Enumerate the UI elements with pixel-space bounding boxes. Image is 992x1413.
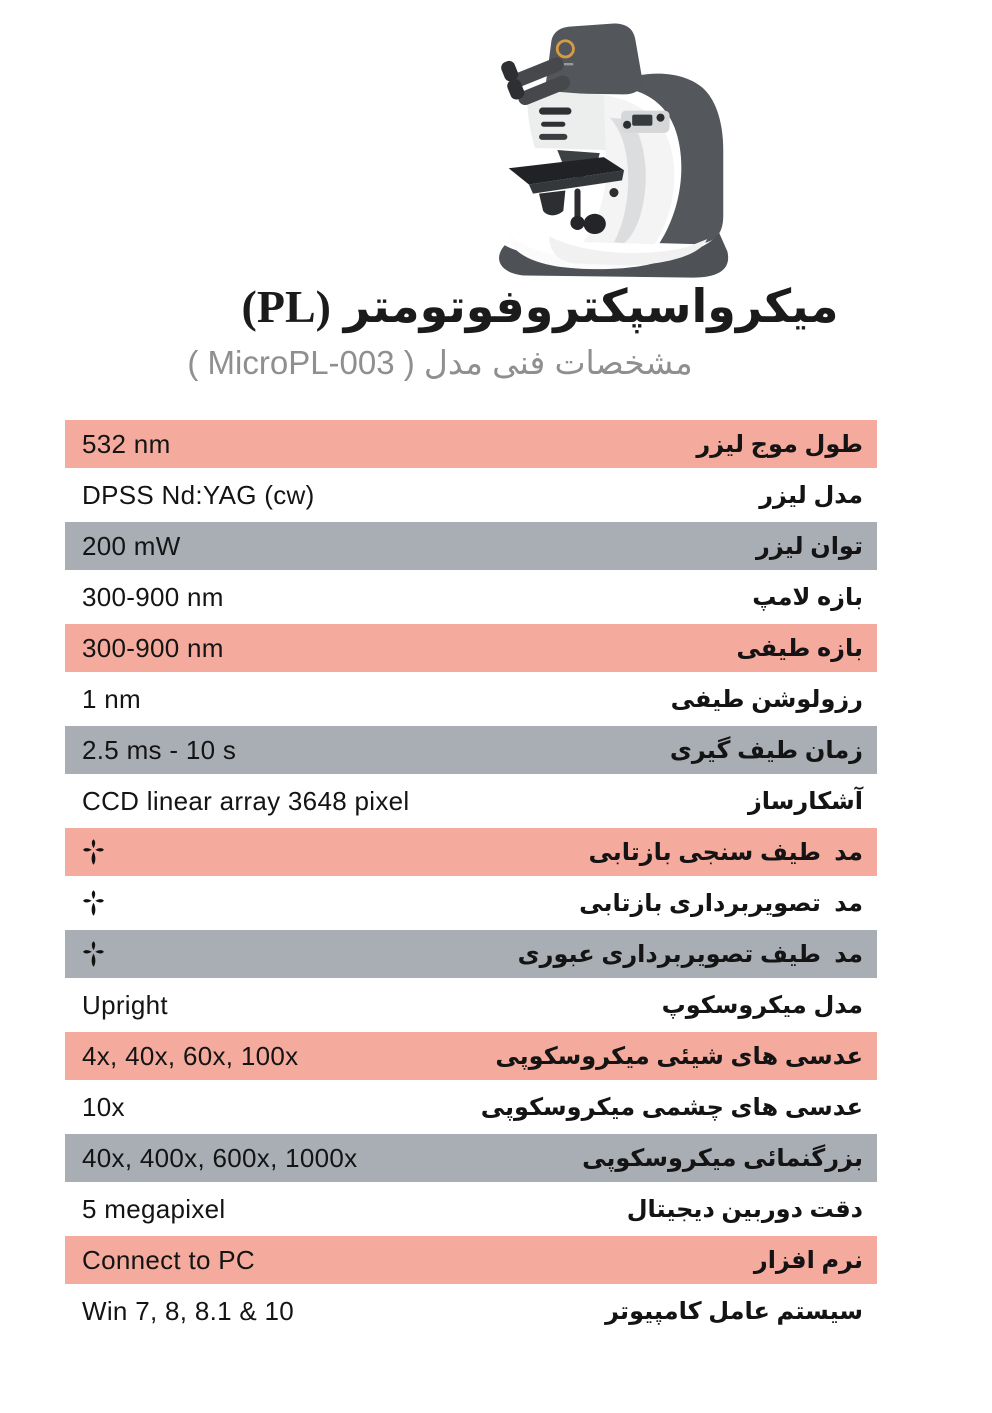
row-value [82, 838, 105, 866]
row-label: زمان طیف گیری [669, 736, 863, 764]
page-title [120, 281, 960, 333]
row-label: رزولوشن طیفی [670, 685, 863, 713]
head-slider-1 [539, 108, 571, 115]
row-value: DPSS Nd:YAG (cw) [82, 479, 315, 510]
table-row [65, 777, 877, 825]
row-value [82, 889, 105, 917]
table-row [65, 879, 877, 927]
spec-table [65, 420, 877, 1338]
table-row [65, 420, 877, 468]
page-subtitle: مشخصات فنی مدل ( MicroPL-003 ) [187, 344, 693, 381]
row-label: مد طیف سنجی بازتابی [588, 838, 863, 866]
row-value: 10x [82, 1091, 125, 1122]
row-value [82, 940, 105, 968]
table-row [65, 573, 877, 621]
row-label: مد طیف تصویربرداری عبوری [517, 940, 863, 968]
table-row [65, 981, 877, 1029]
row-label: مدل لیزر [759, 481, 863, 509]
table-row [65, 1185, 877, 1233]
page-title-fa: میکرواسپکتروفوتومتر [343, 280, 839, 332]
table-row [65, 1134, 877, 1182]
table-row [65, 675, 877, 723]
panel-knob-right [656, 114, 664, 122]
row-value: CCD linear array 3648 pixel [82, 785, 410, 816]
row-value: 300-900 nm [82, 632, 224, 663]
row-label: بازه لامپ [752, 583, 863, 611]
table-row [65, 1032, 877, 1080]
four-petal-asterisk-icon [82, 838, 105, 866]
row-label: بازه طیفی [736, 634, 863, 662]
row-label: سیستم عامل کامپیوتر [605, 1297, 863, 1325]
four-petal-asterisk-icon [82, 889, 105, 917]
row-label: طول موج لیزر [696, 430, 863, 458]
row-value: Connect to PC [82, 1244, 255, 1275]
row-value: Win 7, 8, 8.1 & 10 [82, 1295, 295, 1326]
table-row [65, 726, 877, 774]
row-value: 5 megapixel [82, 1193, 226, 1224]
table-row [65, 930, 877, 978]
row-label: نرم افزار [753, 1246, 863, 1274]
table-row [65, 1236, 877, 1284]
head-slider-2 [541, 122, 565, 127]
row-label: دقت دوربین دیجیتال [626, 1195, 863, 1223]
row-label: عدسی های شیئی میکروسکوپی [495, 1042, 863, 1070]
row-label: عدسی های چشمی میکروسکوپی [480, 1093, 863, 1121]
microscope-illustration [452, 8, 786, 284]
page-title-latin: (PL) [241, 281, 331, 332]
table-row [65, 624, 877, 672]
row-value: 200 mW [82, 530, 181, 561]
table-row [65, 522, 877, 570]
body-button [609, 188, 618, 197]
row-value: 300-900 nm [82, 581, 224, 612]
row-label: آشکارساز [747, 787, 863, 815]
table-row [65, 1287, 877, 1335]
product-image-microscope [452, 8, 786, 284]
row-value: Upright [82, 989, 168, 1020]
fine-focus-knob [570, 216, 584, 230]
row-label: مدل میکروسکوپ [661, 991, 863, 1019]
lcd-screen [632, 115, 652, 126]
row-label: مد تصویربرداری بازتابی [579, 889, 863, 917]
head-slider-3 [539, 134, 567, 140]
row-label: توان لیزر [756, 532, 863, 560]
table-row [65, 471, 877, 519]
row-value: 2.5 ms - 10 s [82, 734, 237, 765]
row-label: بزرگنمائی میکروسکوپی [582, 1144, 863, 1172]
row-value: 1 nm [82, 683, 142, 714]
panel-knob-left [623, 121, 631, 129]
row-value: 532 nm [82, 428, 171, 459]
four-petal-asterisk-icon [82, 940, 105, 968]
row-value: 4x, 40x, 60x, 100x [82, 1040, 299, 1071]
table-row [65, 828, 877, 876]
row-value: 40x, 400x, 600x, 1000x [82, 1142, 358, 1173]
coarse-focus-knob [584, 214, 606, 234]
table-row [65, 1083, 877, 1131]
condenser [539, 191, 565, 216]
